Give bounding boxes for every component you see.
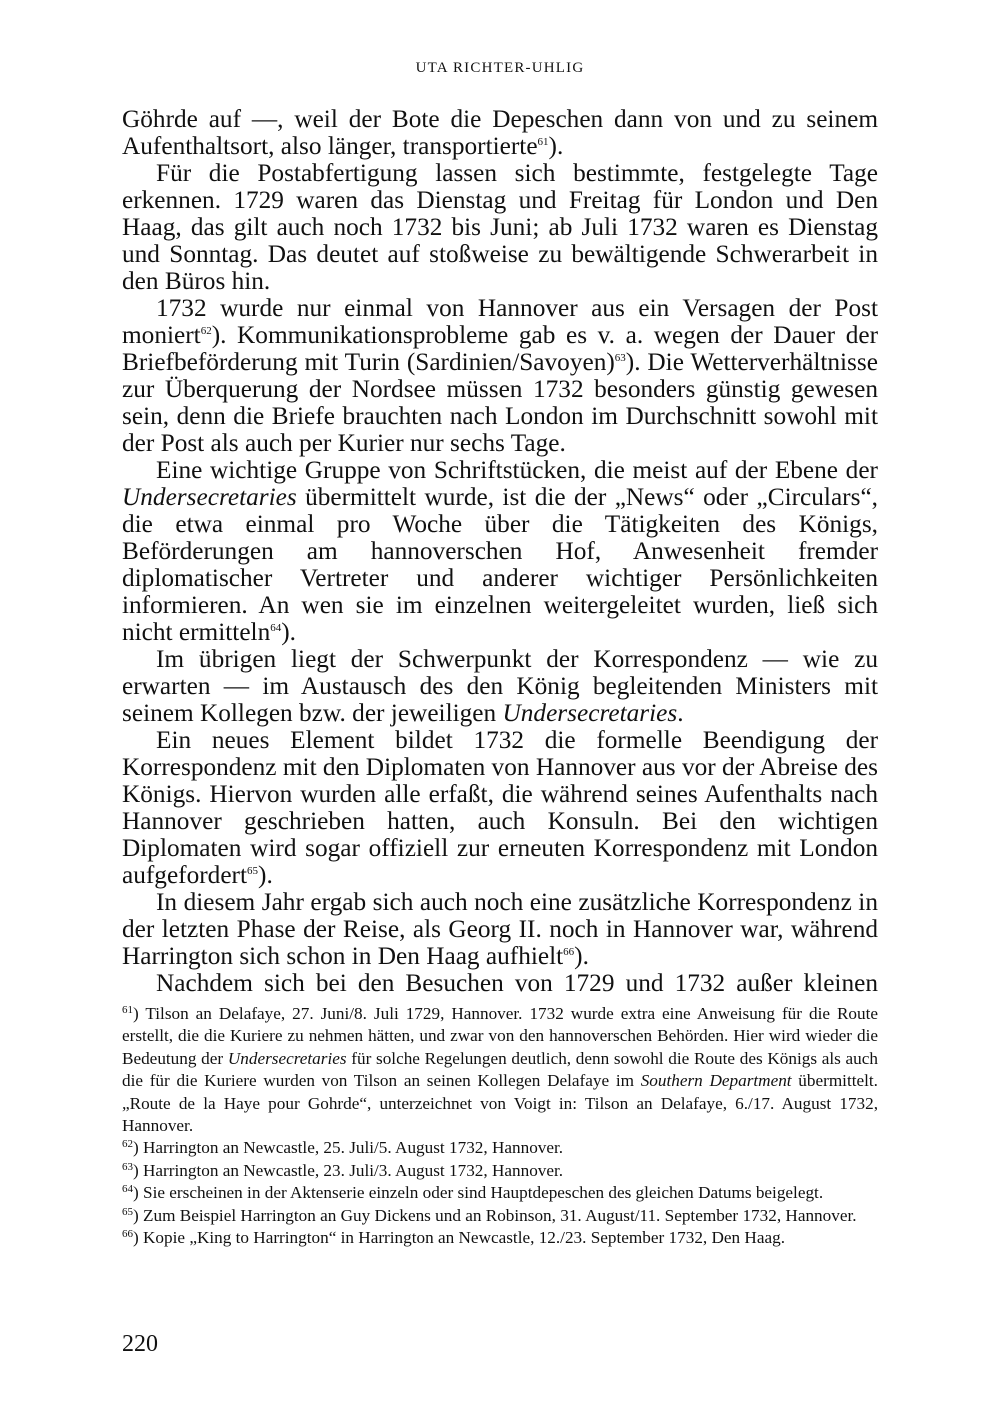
italic-term: Undersecretaries (227, 1048, 347, 1068)
main-text (122, 106, 878, 997)
footnote-number: 62 (122, 1138, 133, 1151)
footnote-ref[interactable]: 64 (270, 622, 282, 634)
footnote-ref[interactable]: 63 (614, 352, 626, 364)
footnote: $^{62}$) Harrington an Newcastle, 25. Juli/5. August 1732, Hannover. (122, 1138, 564, 1158)
footnote-number: 61 (122, 1004, 133, 1016)
paragraph: Ein neues Element bildet 1732 die formelle Beendigung der Korrespondenz mit den Diplomaten von Hannover aus vor der Abreise des Königs. Hiervon wurden alle erfaßt, die während seines Aufenthalts nach Hannover geschrieben hatten, auch Konsuln. Bei den wichtigen Diplomaten wird sogar offiziell zur erneuten Korrespondenz mit London aufgefordert$^{65}$). (122, 726, 878, 889)
footnote: $^{61}$) Tilson an Delafaye, 27. Juni/8. Juli 1729, Hannover. 1732 wurde extra eine Anweisung für die Route erstellt, die die Kuriere zu nehmen hätten, und zwar von den hannoverschen Behörden. Hier wird wieder die Bedeutung der Undersecretaries für solche Regelungen deutlich, denn sowohl die Route des Königs als auch die für die Kuriere wurden von Tilson an seinen Kollegen Delafaye im Southern Department übermittelt. „Route de la Haye pour Gohrde“, unterzeichnet von Voigt in: Tilson an Delafaye, 6./17. August 1732, Hannover. (122, 1004, 878, 1136)
footnote-number: 65 (122, 1205, 133, 1218)
italic-term: Southern Department (640, 1071, 792, 1091)
footnote: $^{66}$) Kopie „King to Harrington“ in Harrington an Newcastle, 12./23. September 1732, Den Haag. (122, 1228, 785, 1248)
footnote-ref[interactable]: 66 (563, 946, 575, 958)
footnote: $^{65}$) Zum Beispiel Harrington an Guy Dickens und an Robinson, 31. August/11. September 1732, Hannover. (122, 1205, 857, 1225)
paragraph: Nachdem sich bei den Besuchen von 1729 und 1732 außer kleinen (156, 969, 878, 997)
footnote-number: 63 (122, 1160, 133, 1173)
paragraph: In diesem Jahr ergab sich auch noch eine zusätzliche Korrespondenz in der letzten Phase der Reise, als Georg II. noch in Hannover war, während Harrington sich schon in Den Haag aufhielt$^{66}$). (122, 888, 878, 970)
footnotes (122, 1003, 878, 1249)
footnote: $^{63}$) Harrington an Newcastle, 23. Juli/3. August 1732, Hannover. (122, 1160, 564, 1180)
footnote-number: 64 (122, 1183, 133, 1196)
footnote: $^{64}$) Sie erscheinen in der Aktenserie einzeln oder sind Hauptdepeschen des gleichen Datums beigelegt. (122, 1183, 824, 1203)
paragraph: Eine wichtige Gruppe von Schriftstücken, die meist auf der Ebene der Undersecretaries übermittelt wurde, ist die der „News“ oder „Circulars“, die etwa einmal pro Woche über die Tätigkeiten des Königs, Beförderungen am hannoverschen Hof, Anwesenheit fremder diplomatischer Vertreter und anderer wichtiger Persönlichkeiten informieren. An wen sie im einzelnen weitergeleitet wurden, ließ sich nicht ermitteln$^{64}$). (122, 456, 878, 646)
paragraph: Für die Postabfertigung lassen sich bestimmte, festgelegte Tage erkennen. 1729 waren das Dienstag und Freitag für London und Den Haag, das gilt auch noch 1732 bis Juni; ab Juli 1732 waren es Dienstag und Sonntag. Das deutet auf stoßweise zu bewältigende Schwerarbeit in den Büros hin. (122, 159, 878, 295)
footnote-ref[interactable]: 65 (247, 865, 259, 877)
page-number: 220 (122, 1331, 158, 1357)
footnote-ref[interactable]: 61 (537, 136, 549, 148)
italic-term: Undersecretaries (122, 483, 297, 511)
footnote-ref[interactable]: 62 (200, 325, 212, 337)
italic-term: Undersecretaries (502, 699, 678, 727)
footnote-number: 66 (122, 1228, 133, 1241)
paragraph: Im übrigen liegt der Schwerpunkt der Korrespondenz — wie zu erwarten — im Austausch des den König begleitenden Ministers mit seinem Kollegen bzw. der jeweiligen Undersecretaries. (122, 645, 878, 727)
paragraph: Göhrde auf —, weil der Bote die Depeschen dann von und zu seinem Aufenthaltsort, also länger, transportierte$^{61}$). (122, 105, 878, 160)
running-head: UTA RICHTER-UHLIG (415, 60, 585, 76)
paragraph: 1732 wurde nur einmal von Hannover aus ein Versagen der Post moniert$^{62}$). Kommunikationsprobleme gab es v. a. wegen der Dauer der Briefbeförderung mit Turin (Sardinien/Savoyen)$^{63}$). Die Wetterverhältnisse zur Überquerung der Nordsee müssen 1732 besonders günstig gewesen sein, denn die Briefe brauchten nach London im Durchschnitt sowohl mit der Post als auch per Kurier nur sechs Tage. (122, 294, 878, 457)
